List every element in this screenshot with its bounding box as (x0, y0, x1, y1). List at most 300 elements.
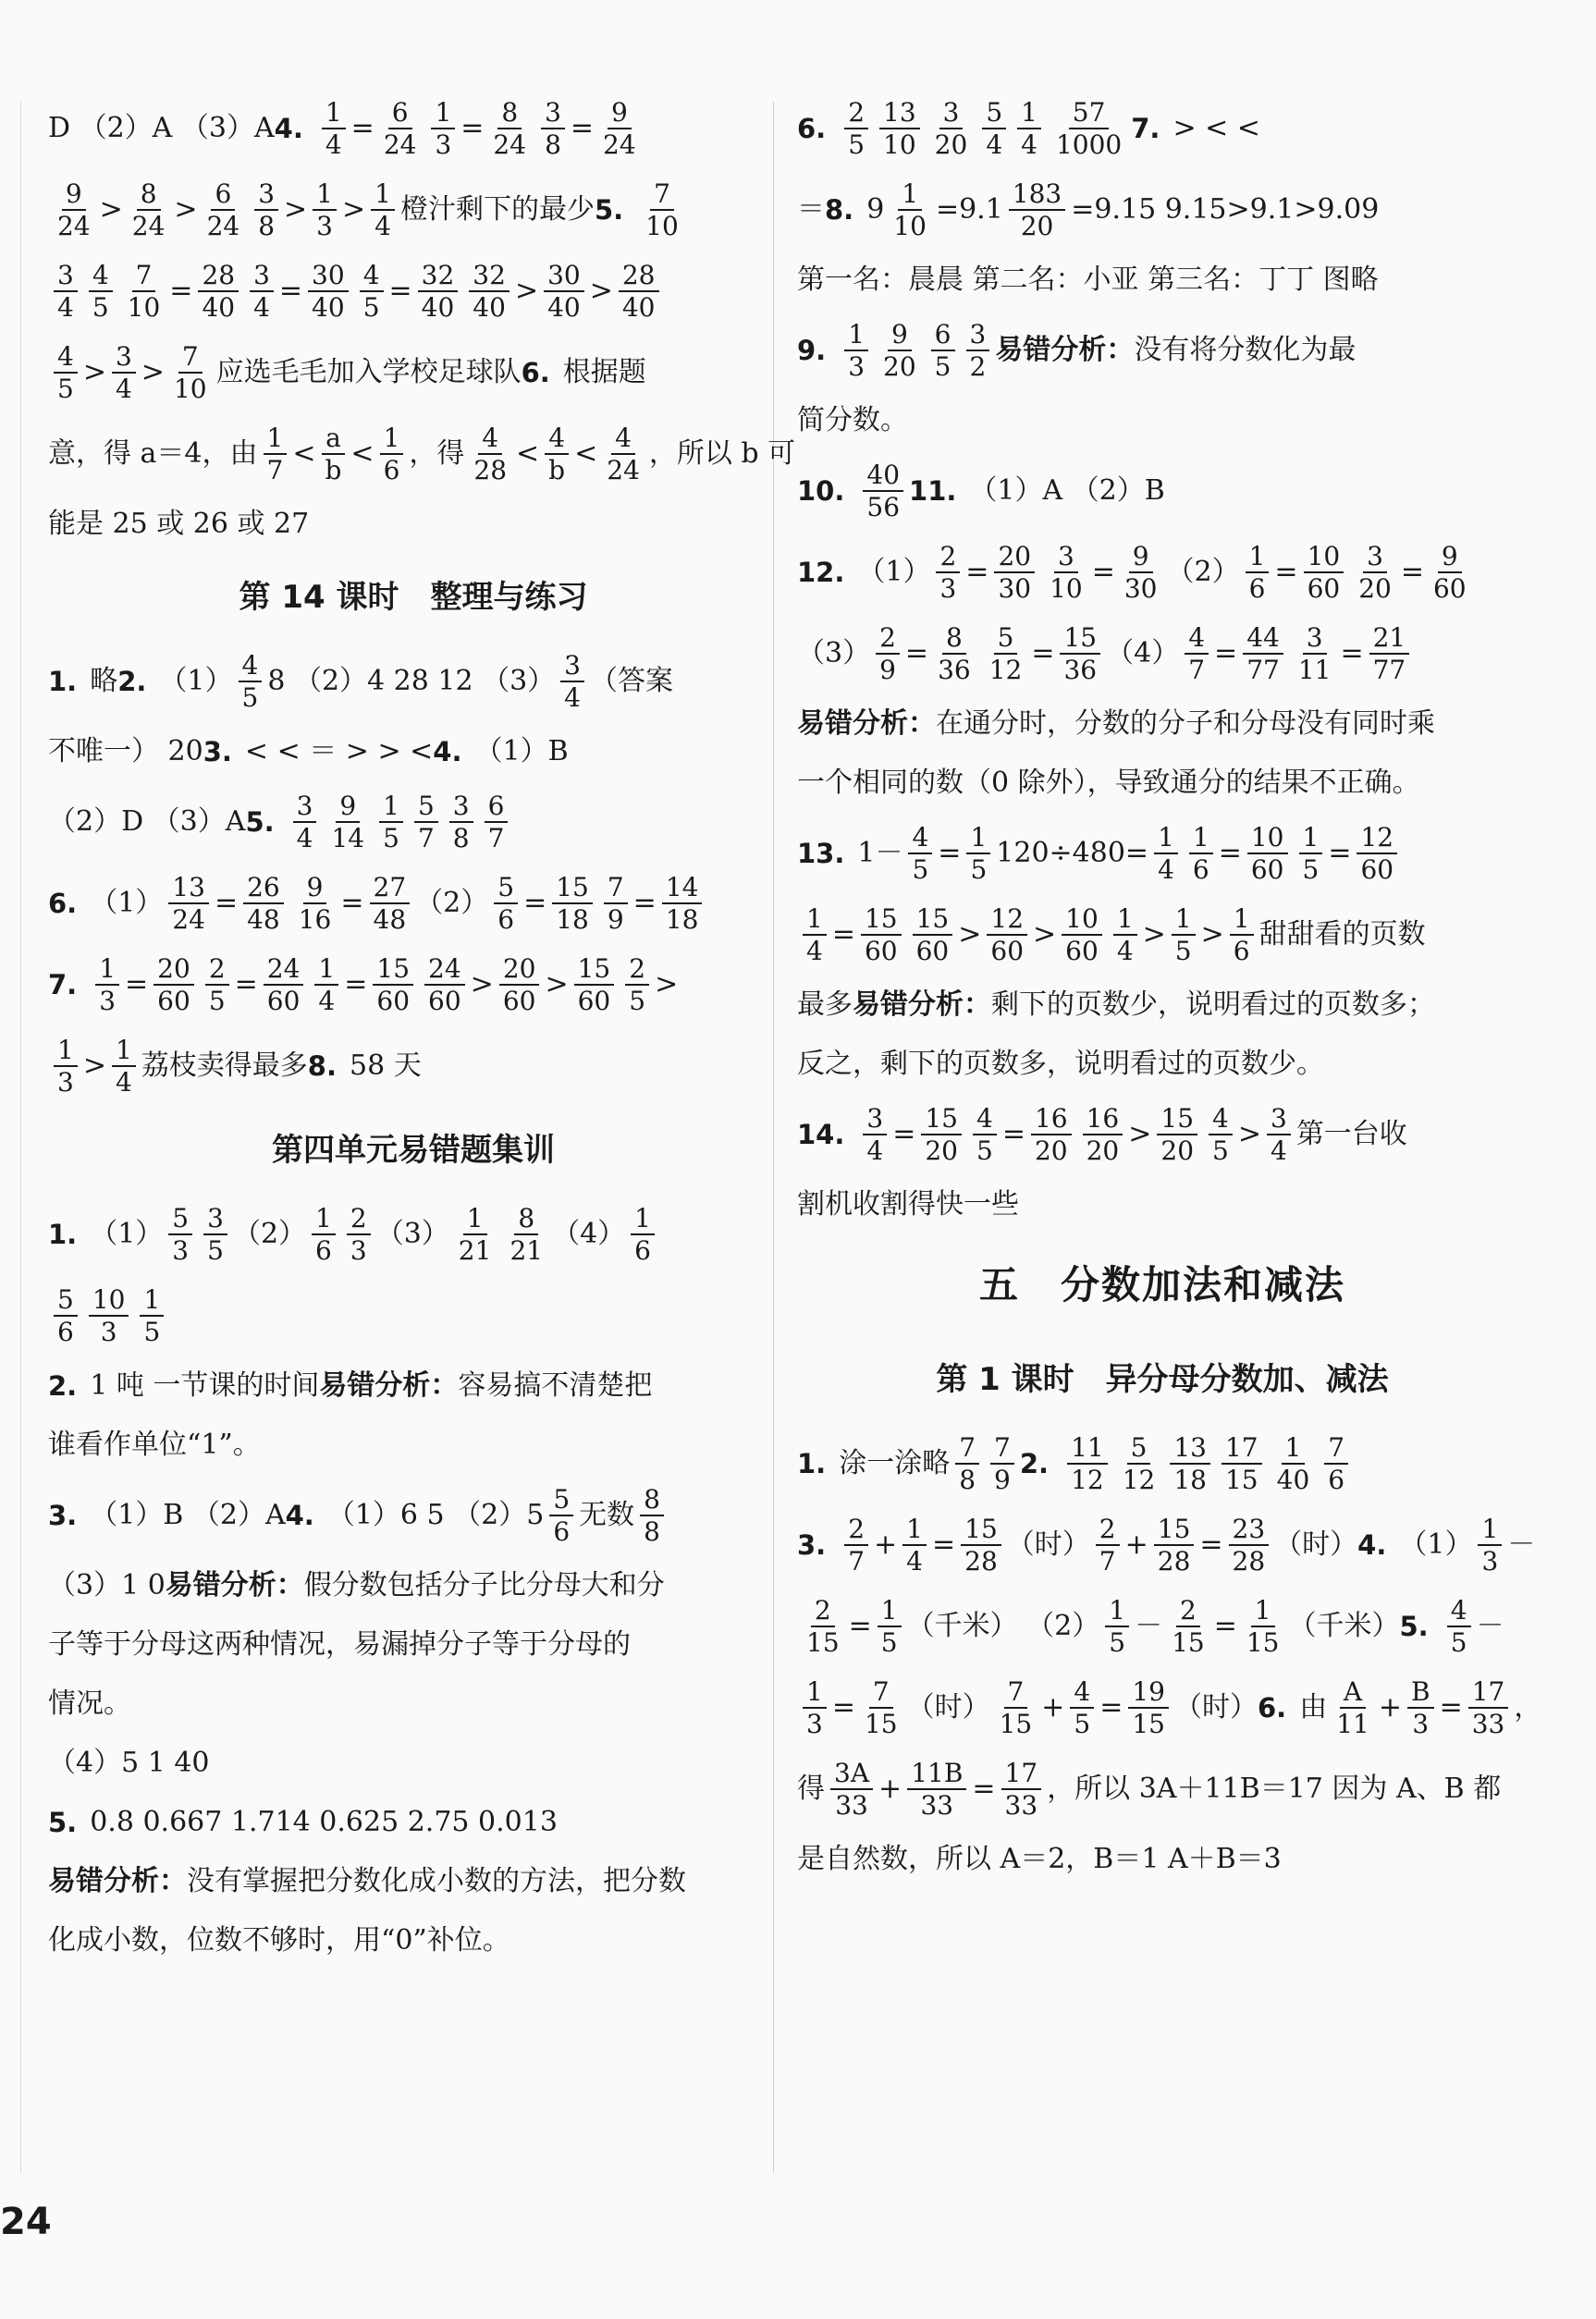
answer-text: + (874, 1528, 898, 1561)
fraction-numerator: 5 (54, 1286, 78, 1317)
fraction-numerator: 7 (990, 1434, 1014, 1465)
question-number: 1. (48, 1218, 78, 1250)
fraction-numerator: 5 (549, 1486, 573, 1516)
fraction (54, 180, 94, 240)
fraction (327, 792, 368, 853)
fraction (803, 902, 827, 966)
fraction-numerator: 1 (54, 1037, 78, 1067)
answer-line (797, 613, 1528, 694)
answer-line (48, 781, 779, 863)
fraction-denominator: 60 (577, 986, 611, 1016)
fraction (560, 649, 584, 713)
fraction-denominator: 28 (1157, 1546, 1191, 1577)
answer-text: > (470, 968, 494, 1000)
answer-line (48, 88, 779, 169)
fraction-denominator: 16 (298, 904, 332, 935)
fraction-numerator: 4 (1447, 1597, 1471, 1627)
fraction-denominator: 40 (312, 292, 345, 323)
answer-text: 不唯一） 20 (48, 735, 203, 767)
answer-text: （时） (1174, 1691, 1258, 1724)
question-number: 7. (48, 968, 78, 1000)
answer-text: =9.1 (935, 193, 1003, 226)
fraction (1447, 1594, 1471, 1658)
fraction (625, 952, 649, 1016)
fraction-denominator: 5 (92, 292, 109, 323)
fraction (321, 424, 345, 485)
answer-text: 假分数包括分子比分母大和分 (303, 1569, 665, 1601)
answer-text: > (82, 1049, 106, 1082)
answer-text: > < < (1172, 112, 1260, 144)
fraction (544, 259, 584, 323)
answer-text: 1 吨 一节课的时间 (90, 1369, 320, 1402)
fraction-denominator: 5 (241, 682, 259, 713)
fraction (1046, 540, 1087, 604)
answer-text: > (589, 275, 613, 307)
fraction (469, 259, 509, 323)
fraction-denominator: 6 (634, 1235, 651, 1266)
fraction-numerator: 21 (1369, 624, 1410, 655)
answer-text: > (1200, 918, 1224, 951)
fraction-denominator: 20 (1358, 573, 1392, 604)
fraction-numerator: 32 (418, 262, 459, 292)
fraction (168, 1202, 192, 1266)
fraction-numerator: 4 (1185, 624, 1209, 655)
fraction-numerator: 1 (803, 1678, 827, 1709)
fraction-numerator: 2 (844, 1515, 868, 1546)
answer-line (48, 251, 779, 332)
fraction (1154, 821, 1178, 885)
answer-line (48, 1911, 779, 1970)
fraction-numerator: 3 (939, 99, 964, 129)
fraction (1273, 1431, 1314, 1495)
answer-text: ，所以 b 可 (648, 437, 796, 470)
fraction-numerator: 1 (379, 792, 403, 823)
fraction-numerator: 15 (921, 1105, 962, 1135)
fraction-numerator: 1 (966, 824, 990, 854)
fraction (1105, 1594, 1129, 1658)
fraction-denominator: 24 (383, 129, 417, 160)
fraction-numerator: 3 (863, 1105, 887, 1135)
fraction (921, 1102, 962, 1166)
fraction-numerator: 3 (203, 1205, 227, 1235)
fraction-numerator: 9 (62, 180, 86, 211)
fraction-denominator: 20 (1160, 1135, 1195, 1166)
fraction (1154, 1515, 1195, 1576)
fraction (541, 96, 565, 160)
fraction-numerator: 1 (1246, 543, 1270, 573)
fraction-numerator: 11 (1067, 1434, 1108, 1465)
question-number: 14. (797, 1118, 845, 1150)
fraction-denominator: 6 (315, 1235, 332, 1266)
question-number: 13. (797, 837, 845, 869)
fraction-numerator: 4 (54, 343, 78, 374)
fraction-denominator: 4 (564, 682, 581, 713)
fraction-numerator: 1 (371, 180, 395, 211)
fraction-numerator: 2 (1096, 1515, 1120, 1546)
answer-text: > (1237, 1118, 1261, 1150)
question-number: 5. (48, 1806, 78, 1838)
fraction-numerator: 13 (1170, 1434, 1210, 1465)
fraction-denominator: 77 (1246, 655, 1280, 685)
fraction (1304, 540, 1344, 604)
fraction (198, 259, 239, 323)
fraction-denominator: 10 (1050, 573, 1083, 604)
fraction-denominator: 5 (57, 374, 74, 404)
margin-rule (20, 102, 21, 2173)
answer-text: 剩下的页数少，说明看过的页数多； (991, 988, 1435, 1021)
fraction-numerator: 9 (1438, 543, 1462, 573)
fraction-denominator: 24 (493, 129, 527, 160)
question-number: 10. (797, 474, 845, 507)
fraction (662, 871, 703, 935)
lesson-heading: 第 1 课时 异分母分数加、减法 (936, 1361, 1389, 1398)
answer-text: （1） (857, 556, 931, 588)
fraction (1229, 1515, 1270, 1576)
fraction (803, 1675, 827, 1739)
answer-line (797, 310, 1528, 391)
fraction-denominator: 28 (1232, 1546, 1266, 1577)
answer-text: 是自然数，所以 A＝2，B＝1 A＋B＝3 (797, 1843, 1282, 1875)
fraction (1052, 96, 1125, 160)
fraction (1230, 902, 1254, 966)
fraction-numerator: 8 (640, 1486, 664, 1516)
answer-line (797, 1748, 1528, 1830)
fraction (863, 461, 903, 521)
fraction (449, 792, 473, 853)
fraction (1067, 1431, 1108, 1495)
answer-text: （答案 (590, 665, 673, 697)
fraction-denominator: 15 (806, 1627, 840, 1658)
fraction-denominator: 48 (247, 904, 280, 935)
fraction-denominator: 3 (350, 1235, 367, 1266)
fraction (879, 96, 920, 160)
fraction-denominator: 2 (969, 351, 987, 382)
fraction (1185, 621, 1209, 685)
fraction-numerator: 7 (604, 874, 628, 904)
answer-text: （1） (90, 887, 164, 919)
answer-text: = (278, 275, 303, 307)
fraction (112, 1034, 136, 1098)
answer-text: （千米） （2） (906, 1610, 1100, 1642)
fraction-denominator: 10 (883, 129, 916, 160)
fraction (54, 259, 78, 323)
fraction-denominator: 6 (1192, 854, 1209, 885)
fraction-numerator: 1 (631, 1205, 655, 1235)
error-analysis-label: 易错分析： (853, 988, 991, 1021)
fraction (112, 340, 136, 404)
answer-text: > (342, 193, 366, 226)
fraction (1083, 1102, 1123, 1166)
fraction-numerator: 5 (168, 1205, 192, 1235)
fraction (54, 1283, 78, 1347)
fraction-denominator: 20 (883, 351, 916, 382)
fraction (861, 1675, 902, 1739)
fraction-numerator: 15 (961, 1515, 1001, 1546)
fraction-numerator: 15 (913, 905, 953, 936)
fraction (54, 1034, 78, 1098)
fraction-denominator: 3 (57, 1067, 74, 1098)
fraction-denominator: 8 (258, 211, 276, 241)
question-number: 4. (1357, 1528, 1387, 1561)
fraction-numerator: 3 (1303, 624, 1327, 655)
answer-text: = (350, 112, 374, 144)
fraction-denominator: 7 (487, 823, 505, 853)
answer-text: （时） (906, 1691, 990, 1724)
fraction-numerator: 3 (254, 180, 278, 211)
fraction-denominator: 6 (1248, 573, 1266, 604)
fraction-numerator: 3 (293, 792, 317, 823)
fraction-denominator: 15 (1246, 1627, 1280, 1658)
fraction-numerator: 17 (1222, 1434, 1262, 1465)
fraction (312, 1202, 336, 1266)
fraction-denominator: 36 (938, 655, 971, 685)
fraction-numerator: 3 (449, 792, 473, 823)
answer-text: （4） (552, 1218, 626, 1250)
fraction-denominator: 5 (934, 351, 951, 382)
answer-text: （时） (1006, 1528, 1090, 1561)
answer-line (48, 944, 779, 1025)
fraction-denominator: 7 (266, 455, 284, 485)
fraction-denominator: 48 (373, 904, 407, 935)
answer-line (48, 1475, 779, 1556)
answer-text: = (214, 887, 239, 919)
fraction (844, 318, 868, 382)
question-number: 12. (797, 556, 845, 588)
fraction-numerator: 12 (987, 905, 1027, 936)
fraction-numerator: 4 (239, 652, 263, 682)
fraction (494, 871, 518, 935)
answer-text: = (344, 968, 368, 1000)
fraction-denominator: 10 (893, 211, 927, 241)
fraction (1031, 1102, 1072, 1166)
error-analysis-label: 易错分析： (165, 1569, 304, 1601)
fraction-denominator: 33 (1004, 1790, 1038, 1821)
answer-line (797, 1423, 1528, 1504)
fraction-numerator: 4 (1209, 1105, 1233, 1135)
answer-line (797, 1094, 1528, 1175)
fraction-numerator: 4 (360, 262, 384, 292)
fraction (314, 952, 338, 1016)
fraction (987, 902, 1027, 966)
fraction-numerator: 1 (463, 1205, 487, 1235)
fraction-numerator: 1 (312, 1205, 336, 1235)
answer-text: 0.8 0.667 1.714 0.625 2.75 0.013 (90, 1806, 558, 1838)
fraction (934, 621, 975, 685)
answer-text: > (655, 968, 679, 1000)
fraction-denominator: 5 (848, 129, 866, 160)
fraction-numerator: 17 (1001, 1760, 1042, 1790)
fraction-denominator: 15 (1172, 1627, 1205, 1658)
answer-text: = (965, 556, 989, 588)
fraction-denominator: 33 (920, 1790, 954, 1821)
fraction-denominator: 14 (331, 823, 365, 853)
fraction-numerator: 32 (469, 262, 509, 292)
fraction-denominator: 60 (1250, 854, 1284, 885)
fraction (370, 871, 411, 935)
fraction-denominator: 8 (452, 823, 470, 853)
error-analysis-label: 易错分析： (797, 707, 936, 740)
fraction (1121, 540, 1161, 604)
question-number: 8. (307, 1049, 337, 1082)
fraction-denominator: 77 (1372, 655, 1406, 685)
answer-text: =9.15 9.15>9.1>9.09 (1071, 193, 1380, 226)
fraction-numerator: 1 (313, 180, 337, 211)
answer-text: = (1001, 1118, 1025, 1150)
fraction-numerator: 3 (1363, 543, 1387, 573)
answer-text: > (284, 193, 308, 226)
fraction-numerator: 9 (888, 321, 912, 351)
fraction (1070, 1675, 1094, 1739)
fraction-numerator: 20 (153, 955, 194, 986)
fraction-numerator: B (1407, 1678, 1434, 1709)
page-number: 24 (0, 2201, 52, 2243)
fraction-numerator: 2 (936, 543, 960, 573)
fraction-numerator: 2 (205, 955, 229, 986)
answer-line (48, 1275, 779, 1356)
fraction (264, 424, 288, 485)
fraction-denominator: 4 (253, 292, 270, 323)
fraction-denominator: 24 (131, 211, 166, 241)
fraction-numerator: 1 (878, 1597, 902, 1627)
fraction-denominator: 5 (976, 1135, 993, 1166)
fraction (936, 540, 960, 604)
answer-text: 化成小数，位数不够时，用“0”补位。 (48, 1924, 510, 1957)
fraction-numerator: 3 (250, 262, 274, 292)
fraction (961, 1515, 1001, 1576)
lesson-heading: 第四单元易错题集训 (272, 1132, 555, 1169)
fraction-numerator: 7 (650, 180, 674, 211)
fraction (1060, 621, 1100, 685)
fraction-denominator: b (548, 455, 566, 485)
fraction (203, 180, 244, 240)
fraction (1243, 1594, 1283, 1658)
question-number: 6. (1258, 1691, 1287, 1724)
fraction (1369, 621, 1410, 685)
question-number: 5. (1399, 1610, 1429, 1642)
fraction-denominator: 5 (1174, 936, 1192, 966)
fraction-denominator: 3 (1412, 1709, 1430, 1739)
answer-text: （2） (415, 887, 489, 919)
answer-text: 58 天 (350, 1049, 422, 1082)
fraction (499, 952, 540, 1016)
fraction (455, 1202, 496, 1266)
answer-text: 最多 (797, 988, 853, 1021)
fraction-denominator: 60 (1432, 573, 1467, 604)
question-number: 11. (909, 474, 957, 507)
answer-text: 反之，剩下的页数多，说明看过的页数少。 (797, 1048, 1324, 1080)
fraction (1332, 1675, 1373, 1739)
answer-text: = (972, 1773, 996, 1805)
error-analysis-label: 易错分析： (319, 1369, 459, 1402)
fraction (552, 871, 593, 935)
fraction-numerator: 1 (140, 1286, 164, 1317)
fraction-denominator: 60 (266, 986, 301, 1016)
answer-text: 在通分时，分数的分子和分母没有同时乘 (936, 707, 1435, 740)
fraction-denominator: 4 (1021, 129, 1037, 160)
fraction-denominator: 4 (325, 129, 342, 160)
answer-text: = (169, 275, 193, 307)
answer-text: > (82, 356, 106, 388)
fraction-denominator: 5 (1212, 1135, 1229, 1166)
fraction-denominator: 28 (473, 455, 508, 485)
answer-text: = (892, 1118, 916, 1150)
fraction-numerator: 30 (308, 262, 349, 292)
error-analysis-label: 易错分析： (48, 1865, 187, 1897)
unit-heading: 五 分数加法和减法 (978, 1262, 1345, 1307)
right-column (797, 88, 1542, 1889)
fraction (955, 1431, 979, 1495)
answer-text: = (234, 968, 258, 1000)
fraction (545, 424, 569, 485)
fraction (506, 1202, 546, 1266)
answer-line (797, 975, 1528, 1035)
fraction-numerator: 3 (1267, 1105, 1291, 1135)
fraction-numerator: 6 (211, 180, 235, 211)
fraction (1096, 1515, 1120, 1576)
fraction (996, 1675, 1037, 1739)
fraction-numerator: a (322, 424, 345, 455)
fraction-numerator: 8 (137, 180, 161, 211)
question-number: 6. (521, 356, 550, 388)
answer-text: > (1033, 918, 1057, 951)
answer-text: = (1213, 1610, 1237, 1642)
fraction (1113, 902, 1137, 966)
fraction-denominator: 5 (1074, 1709, 1091, 1739)
answer-text: 意，得 a＝4，由 (48, 437, 258, 470)
fraction (1324, 1431, 1348, 1495)
fraction-numerator: 3 (966, 321, 990, 351)
fraction-denominator: 24 (607, 455, 640, 485)
fraction (642, 180, 682, 240)
fraction-numerator: 10 (89, 1286, 129, 1317)
fraction (931, 318, 955, 382)
answer-text: = (1218, 837, 1242, 869)
fraction (254, 180, 278, 240)
answer-text: = (1439, 1691, 1463, 1724)
fraction-denominator: 4 (374, 211, 391, 241)
fraction-numerator: 4 (1070, 1678, 1094, 1709)
fraction-numerator: 1 (1230, 905, 1254, 936)
fraction-denominator: 6 (383, 455, 400, 485)
fraction-denominator: 5 (1109, 1627, 1126, 1658)
fraction (129, 180, 169, 240)
fraction-denominator: 11 (1297, 655, 1332, 685)
fraction (1009, 180, 1065, 240)
fraction-numerator: 6 (485, 792, 509, 823)
answer-text: 8 （2）4 28 12 （3） (267, 665, 556, 697)
fraction-denominator: 4 (866, 1135, 884, 1166)
fraction-denominator: 60 (990, 936, 1025, 966)
fraction (902, 1515, 927, 1576)
fraction-denominator: 24 (57, 211, 91, 241)
fraction-numerator: 1 (314, 955, 338, 986)
fraction-numerator: 20 (499, 955, 540, 986)
fraction-numerator: 16 (1083, 1105, 1123, 1135)
fraction-denominator: 9 (994, 1465, 1011, 1495)
fraction-numerator: 1 (431, 99, 455, 129)
answer-text: = (1274, 556, 1298, 588)
fraction (830, 1757, 873, 1821)
answer-text: = (1091, 556, 1115, 588)
answer-text: （4）5 1 40 (48, 1747, 210, 1779)
fraction-denominator: 15 (1224, 1465, 1258, 1495)
fraction (1478, 1515, 1502, 1576)
fraction (908, 821, 932, 885)
fraction-numerator: 1 (1113, 905, 1137, 936)
fraction-numerator: 5 (994, 624, 1018, 655)
fraction-denominator: 60 (915, 936, 950, 966)
fraction (1168, 1594, 1209, 1658)
